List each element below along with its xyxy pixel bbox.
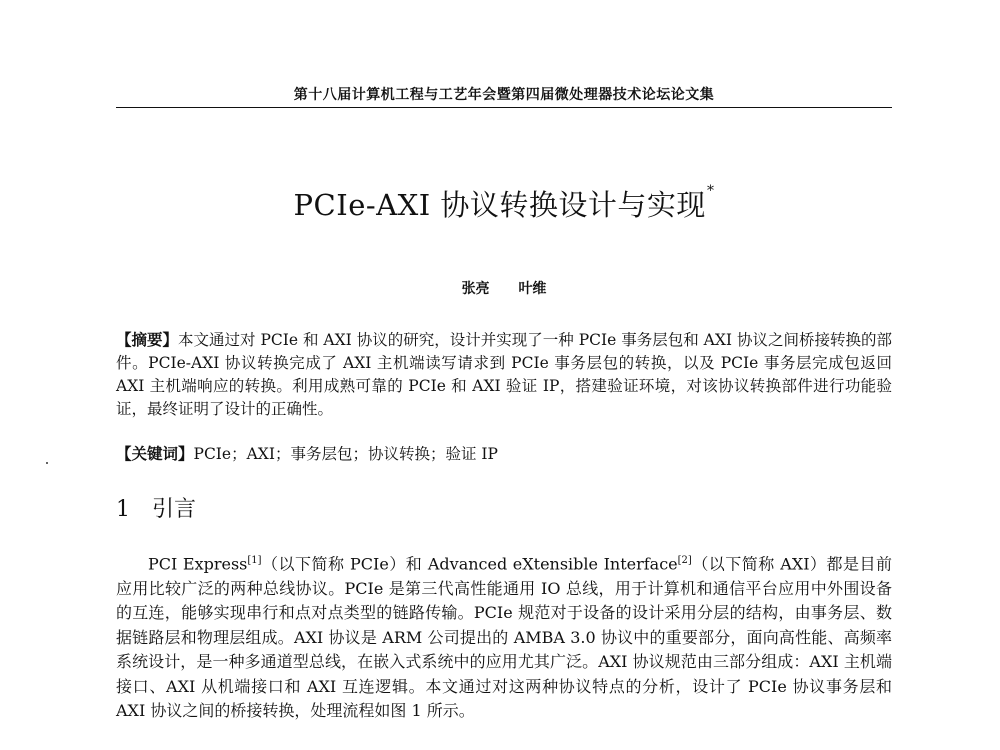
section-number: 1 — [116, 497, 130, 522]
running-header: 第十八届计算机工程与工艺年会暨第四届微处理器技术论坛论文集 — [293, 87, 715, 103]
authors — [116, 278, 892, 298]
abstract-text: 本文通过对 PCIe 和 AXI 协议的研究，设计并实现了一种 PCIe 事务层包和 AXI 协议之间桥接转换的部件。PCIe-AXI 协议转换完成了 AXI 主机端读写请求到 PCIe 事务层包的转换，以及 PCIe 事务层完成包返回 AXI 主机端响应的转换。利用成熟可靠的 PCIe 和 AXI 验证 IP，搭建验证环境，对该协议转换部件进行功能验证，最终证明了设计的正确性。 — [116, 331, 892, 418]
section-title: 引言 — [152, 497, 197, 522]
paper-title-block — [116, 183, 892, 224]
body-text-part: （以下简称 AXI）都是目前应用比较广泛的两种总线协议。PCIe 是第三代高性能通用 IO 总线，用于计算机和通信平台应用中外围设备的互连，能够实现串行和点对点类型的链路传输。PCIe 规范对于设备的设计采用分层的结构，由事务层、数据链路层和物理层组成。AXI 协议是 ARM 公司提出的 AMBA 3.0 协议中的重要部分，面向高性能、高频率系统设计，是一种多通道型总线，在嵌入式系统中的应用尤其广泛。AXI 协议规范由三部分组成：AXI 主机端接口、AXI 从机端接口和 AXI 互连逻辑。本文通过对这两种协议特点的分析，设计了 PCIe 协议事务层和 AXI 协议之间的桥接转换，处理流程如图 1 所示。 — [116, 554, 892, 721]
header-rule — [116, 107, 892, 108]
abstract-label: 【摘要】 — [116, 330, 179, 349]
body-paragraph — [116, 549, 892, 724]
title-footnote-mark: * — [706, 183, 715, 199]
scan-speck — [46, 462, 48, 464]
keywords — [116, 442, 892, 466]
citation-ref: [2] — [677, 555, 692, 566]
author-name: 叶维 — [518, 281, 547, 297]
author-name: 张亮 — [461, 281, 490, 297]
body-text-part: （以下简称 PCIe）和 Advanced eXtensible Interface — [261, 554, 678, 574]
keywords-text: PCIe；AXI；事务层包；协议转换；验证 IP — [193, 445, 498, 463]
abstract — [116, 328, 892, 421]
section-heading — [116, 492, 196, 523]
paper-title: PCIe-AXI 协议转换设计与实现 — [293, 188, 706, 222]
body-text-part: PCI Express — [148, 554, 248, 574]
citation-ref: [1] — [247, 555, 262, 566]
keywords-label: 【关键词】 — [116, 444, 194, 463]
